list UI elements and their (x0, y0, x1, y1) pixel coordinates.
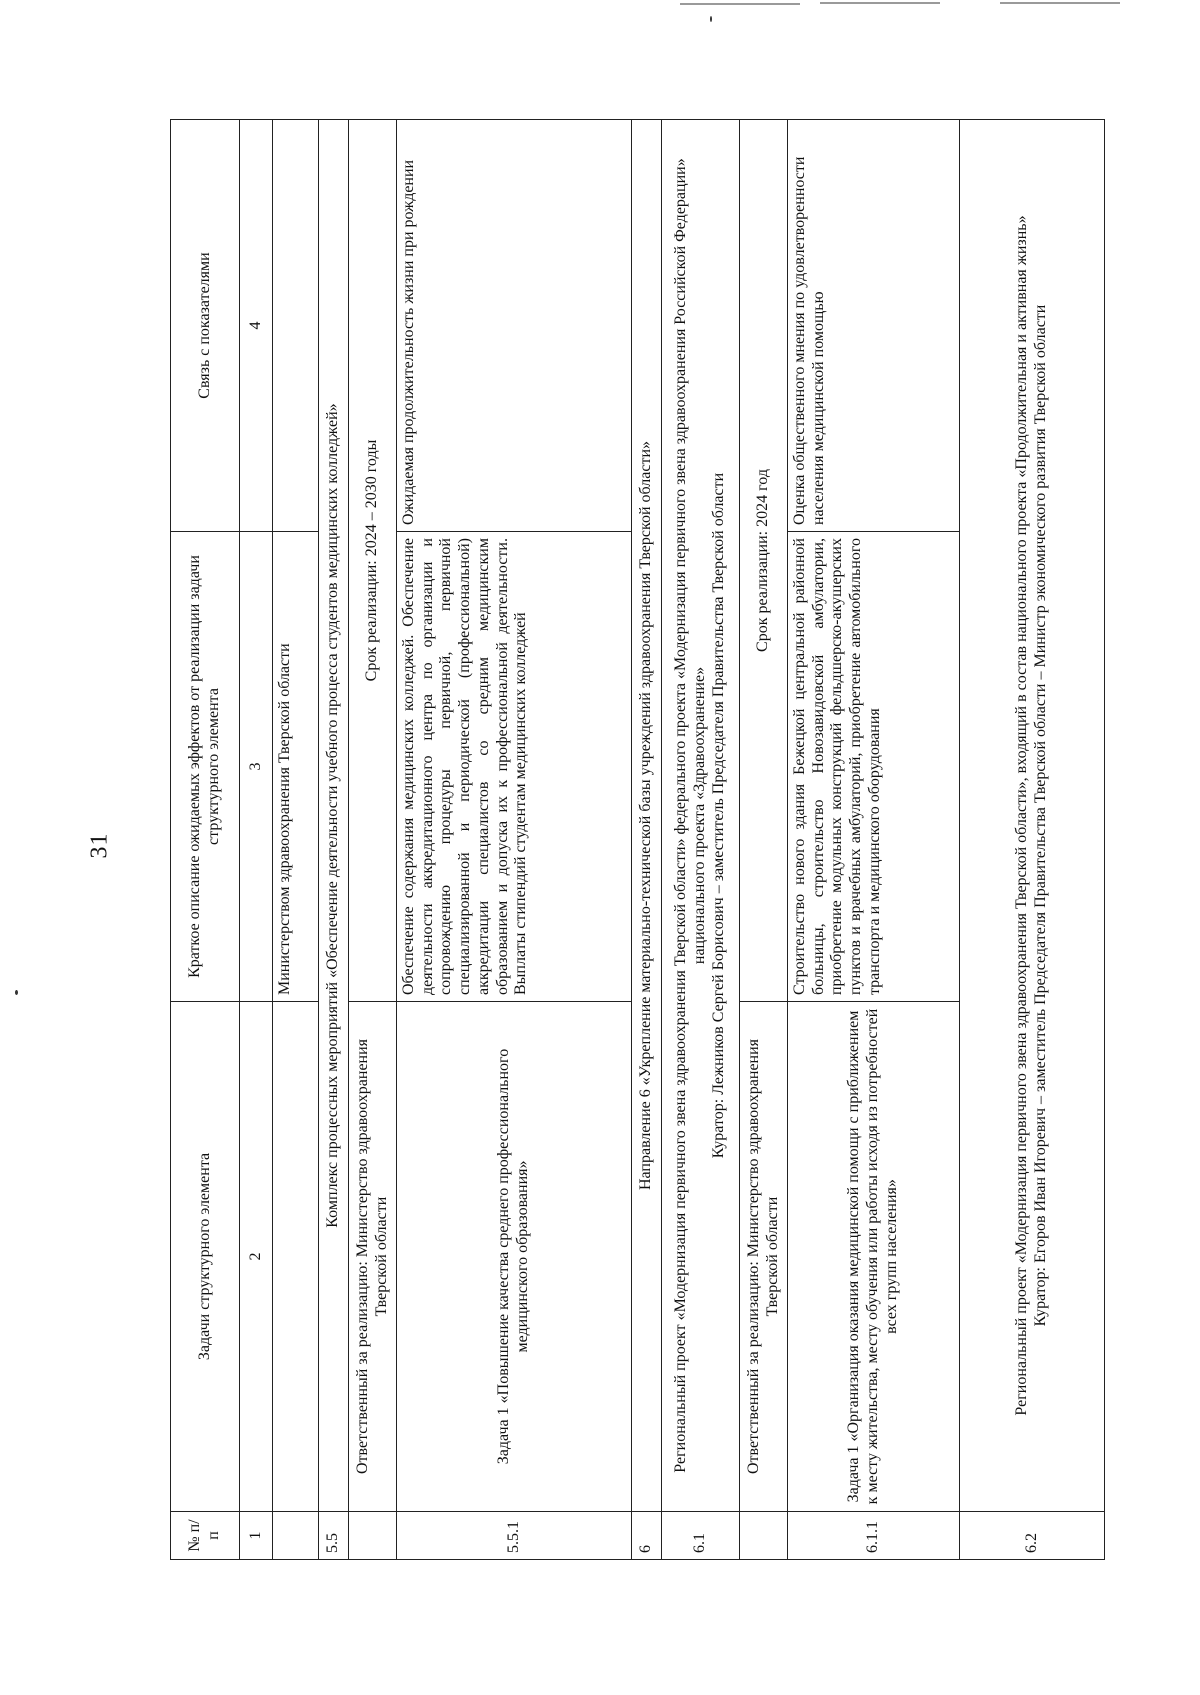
scan-edge-mark (1000, 2, 1120, 4)
table-row (273, 120, 319, 1560)
scan-edge-mark (680, 3, 800, 5)
row-number: 6.1.1 (788, 1512, 960, 1560)
effects-carryover: Министерством здравоохранения Тверской области (273, 532, 319, 1002)
header-effects: Краткое описание ожидаемых эффектов от реализации задачи структурного элемента (171, 532, 240, 1002)
table-row (740, 120, 788, 1560)
indicators-text: Оценка общественного мнения по удовлетворенности населения медицинской помощью (788, 120, 960, 532)
direction-title: Направление 6 «Укрепление материально-технической базы учреждений здравоохранения Тверской области» (632, 120, 662, 1512)
task-text: Задача 1 «Организация оказания медицинской помощи с приближением к месту жительства, месту обучения или работы исходя из потребностей всех групп населения» (788, 1002, 960, 1512)
project-title: Региональный проект «Модернизация первичного звена здравоохранения Тверской области», входящий в состав национального проекта «Продолжительная и активная жизнь» (1013, 215, 1031, 1416)
row-number: 5.5 (319, 1512, 349, 1560)
table-row (632, 120, 662, 1560)
project-title: Региональный проект «Модернизация первичного звена здравоохранения Тверской области» федерального проекта «Модернизация первичного звена здравоохранения Российской Федерации» национального проекта «Здравоохранение» (672, 158, 709, 1473)
project-cell (662, 120, 740, 1512)
document-table-rotated (170, 120, 1105, 1560)
indicators-text: Ожидаемая продолжительность жизни при рождении (397, 120, 632, 532)
scan-dot (15, 990, 18, 995)
table-row (662, 120, 740, 1560)
task-text: Задача 1 «Повышение качества среднего профессионального медицинского образования» (397, 1002, 632, 1512)
header-task: Задачи структурного элемента (171, 1002, 240, 1512)
page-number: 31 (86, 832, 113, 859)
section-title: Комплекс процессных мероприятий «Обеспечение деятельности учебного процесса студентов медицинских колледжей» (319, 120, 349, 1512)
term-label: Срок реализации: 2024 год (740, 120, 788, 1002)
header-number: № п/п (171, 1512, 240, 1560)
project-cell (960, 120, 1105, 1512)
project-curator: Куратор: Лежников Сергей Борисович – заместитель Председателя Правительства Тверской области (709, 472, 727, 1159)
column-numbering-row (240, 120, 273, 1560)
table-row (397, 120, 632, 1560)
column-number: 4 (240, 120, 273, 532)
table-row (319, 120, 349, 1560)
row-number: 6.2 (960, 1512, 1105, 1560)
table-row (960, 120, 1105, 1560)
effects-text: Обеспечение содержания медицинских колледжей. Обеспечение деятельности аккредитационного центра по организации и сопровождению процедуры первичной, первичной специализированной и периодической (профессиональной) аккредитации специалистов со средним медицинским образованием и допуска их к профессиональной деятельности. Выплаты стипендий студентам медицинских колледжей (397, 532, 632, 1002)
row-number: 6.1 (662, 1512, 740, 1560)
row-number: 6 (632, 1512, 662, 1560)
column-number: 2 (240, 1002, 273, 1512)
header-indicators: Связь с показателями (171, 120, 240, 532)
table-header-row (171, 120, 240, 1560)
table-row (349, 120, 397, 1560)
scan-edge-mark (820, 2, 940, 4)
structural-elements-table (170, 119, 1105, 1560)
responsible-label: Ответственный за реализацию: Министерство здравоохранения Тверской области (740, 1002, 788, 1512)
responsible-label: Ответственный за реализацию: Министерство здравоохранения Тверской области (349, 1002, 397, 1512)
effects-text: Строительство нового здания Бежецкой центральной районной больницы, строительство Новозавидовской амбулатории, приобретение модульных конструкций фельдшерско-акушерских пунктов и врачебных амбулаторий, приобретение автомобильного транспорта и медицинского оборудования (788, 532, 960, 1002)
row-number: 5.5.1 (397, 1512, 632, 1560)
column-number: 3 (240, 532, 273, 1002)
column-number: 1 (240, 1512, 273, 1560)
table-row (788, 120, 960, 1560)
scan-dot (710, 16, 712, 22)
term-label: Срок реализации: 2024 – 2030 годы (349, 120, 397, 1002)
project-curator: Куратор: Егоров Иван Игоревич – заместитель Председателя Правительства Тверской области – Министр экономического развития Тверской области (1032, 304, 1049, 1327)
